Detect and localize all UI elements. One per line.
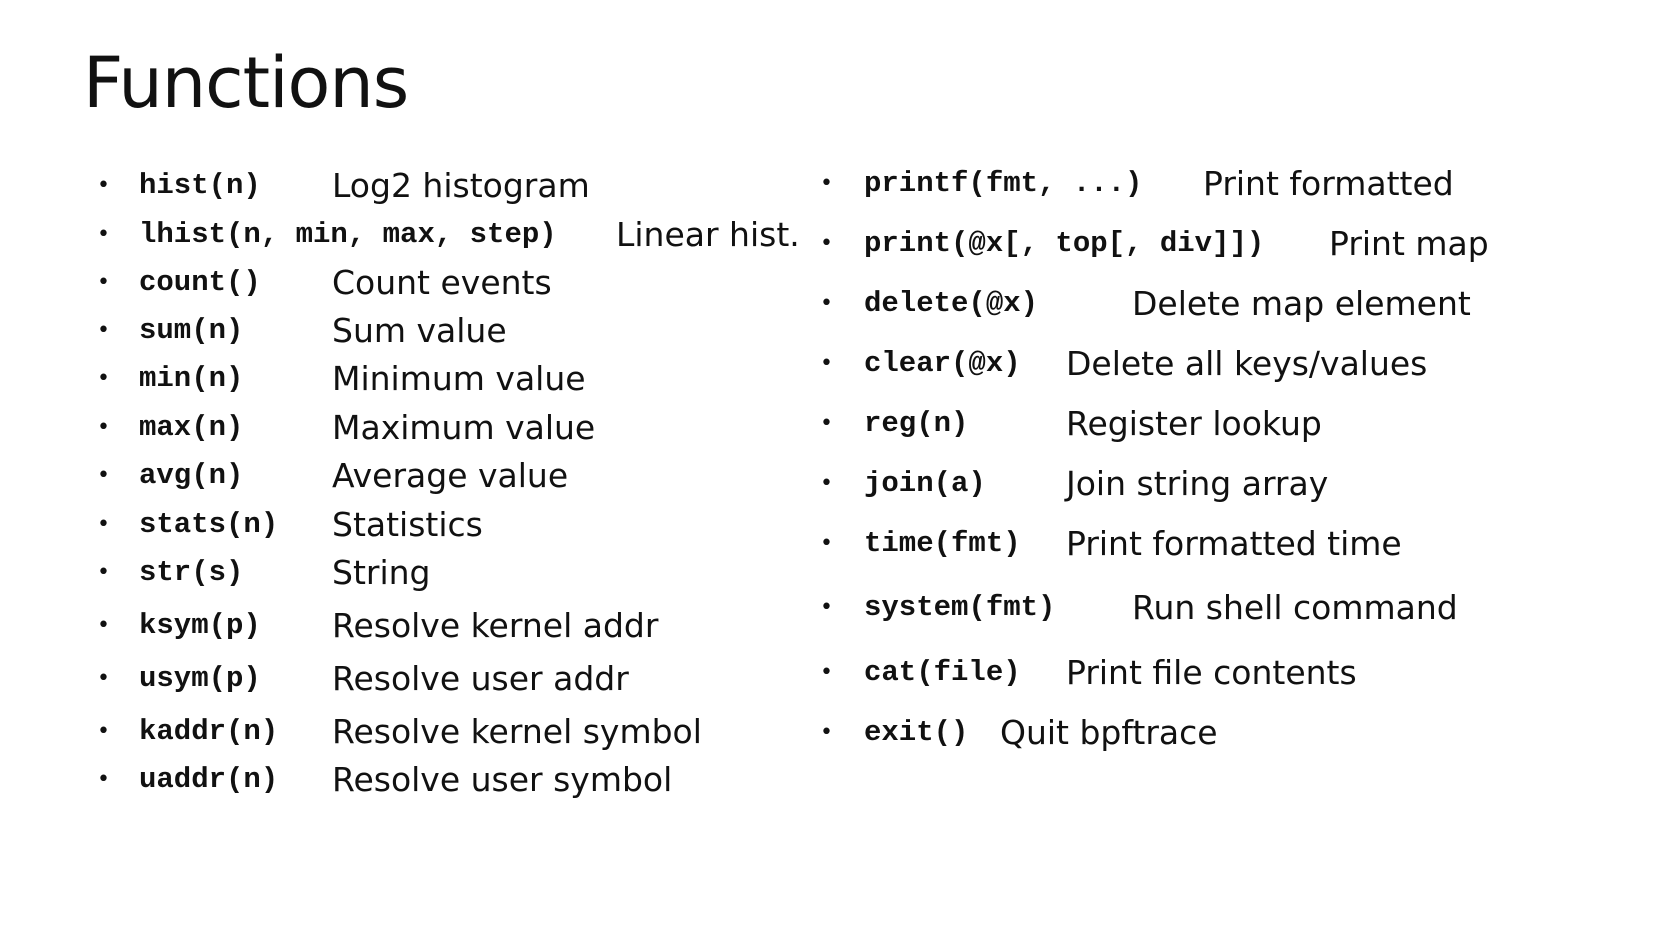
function-description: Print file contents <box>1066 653 1357 692</box>
bullet-icon: • <box>97 318 110 343</box>
function-description: Join string array <box>1066 464 1329 503</box>
bullet-icon: • <box>97 767 110 792</box>
function-description: Statistics <box>332 505 483 544</box>
function-description: Print formatted time <box>1066 524 1402 563</box>
function-signature: min(n) <box>139 362 244 395</box>
bullet-icon: • <box>820 231 833 256</box>
bullet-icon: • <box>97 270 110 295</box>
function-description: Register lookup <box>1066 404 1322 443</box>
function-description: Sum value <box>332 311 507 350</box>
function-signature: ksym(p) <box>139 609 261 642</box>
function-signature: uaddr(n) <box>139 763 279 796</box>
bullet-icon: • <box>97 719 110 744</box>
function-signature: usym(p) <box>139 662 261 695</box>
bullet-icon: • <box>97 666 110 691</box>
function-signature: sum(n) <box>139 314 244 347</box>
function-description: Quit bpftrace <box>1000 713 1218 752</box>
function-signature: count() <box>139 266 261 299</box>
function-signature: reg(n) <box>864 407 969 440</box>
function-description: Resolve kernel addr <box>332 606 659 645</box>
bullet-icon: • <box>97 512 110 537</box>
function-signature: max(n) <box>139 411 244 444</box>
function-signature: clear(@x) <box>864 347 1021 380</box>
function-signature: cat(file) <box>864 656 1021 689</box>
function-description: Maximum value <box>332 408 596 447</box>
function-description: Resolve user symbol <box>332 760 673 799</box>
function-description: Resolve user addr <box>332 659 629 698</box>
bullet-icon: • <box>97 222 110 247</box>
function-signature: kaddr(n) <box>139 715 279 748</box>
bullet-icon: • <box>820 720 833 745</box>
bullet-icon: • <box>820 171 833 196</box>
function-signature: delete(@x) <box>864 287 1039 320</box>
function-description: Minimum value <box>332 359 586 398</box>
function-signature: hist(n) <box>139 169 261 202</box>
function-signature: join(a) <box>864 467 986 500</box>
function-description: Print formatted <box>1203 164 1454 203</box>
function-signature: avg(n) <box>139 459 244 492</box>
function-description: Run shell command <box>1132 588 1458 627</box>
function-description: Resolve kernel symbol <box>332 712 702 751</box>
bullet-icon: • <box>820 411 833 436</box>
bullet-icon: • <box>820 471 833 496</box>
function-description: Print map <box>1329 224 1489 263</box>
function-signature: str(s) <box>139 556 244 589</box>
function-description: Log2 histogram <box>332 166 590 205</box>
function-signature: system(fmt) <box>864 591 1056 624</box>
function-description: Average value <box>332 456 569 495</box>
bullet-icon: • <box>97 613 110 638</box>
bullet-icon: • <box>97 560 110 585</box>
function-description: Linear hist. <box>616 215 800 254</box>
bullet-icon: • <box>820 291 833 316</box>
bullet-icon: • <box>97 173 110 198</box>
function-description: Delete all keys/values <box>1066 344 1428 383</box>
bullet-icon: • <box>820 531 833 556</box>
bullet-icon: • <box>820 351 833 376</box>
function-signature: print(@x[, top[, div]]) <box>864 227 1265 260</box>
bullet-icon: • <box>820 595 833 620</box>
function-description: String <box>332 553 431 592</box>
page-title: Functions <box>83 42 409 124</box>
function-signature: exit() <box>864 716 969 749</box>
function-description: Delete map element <box>1132 284 1471 323</box>
bullet-icon: • <box>97 463 110 488</box>
bullet-icon: • <box>97 415 110 440</box>
function-signature: printf(fmt, ...) <box>864 167 1143 200</box>
bullet-icon: • <box>97 366 110 391</box>
function-description: Count events <box>332 263 552 302</box>
function-signature: time(fmt) <box>864 527 1021 560</box>
bullet-icon: • <box>820 660 833 685</box>
function-signature: lhist(n, min, max, step) <box>139 218 557 251</box>
function-signature: stats(n) <box>139 508 279 541</box>
